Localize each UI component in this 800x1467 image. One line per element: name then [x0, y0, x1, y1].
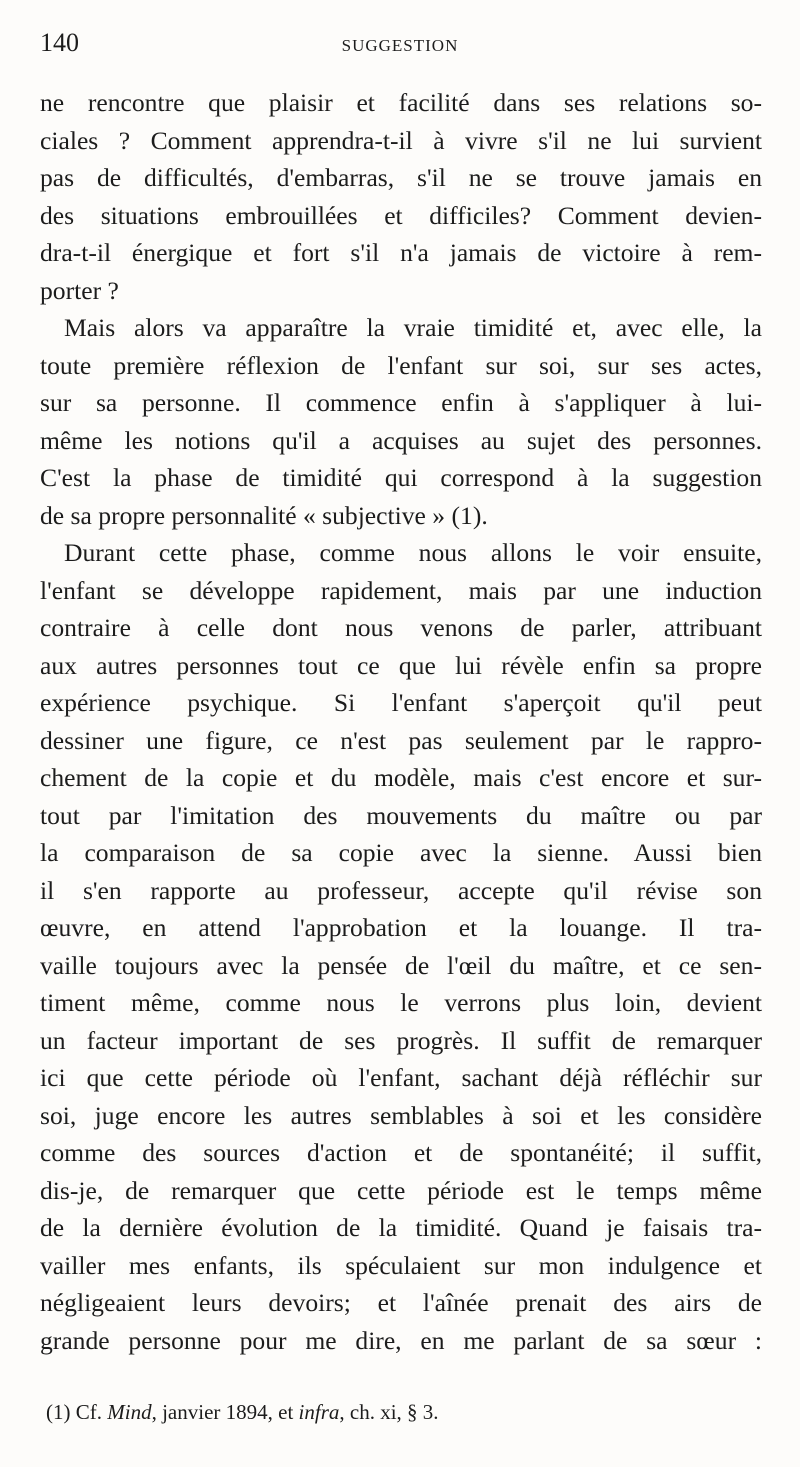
page-header [40, 28, 760, 68]
text-line: porter ? [40, 275, 119, 305]
text-line: expérience psychique. Si l'enfant s'aperçoit qu'il peut [40, 688, 762, 717]
text-line: un facteur important de ses progrès. Il suffit de remarquer [40, 1025, 762, 1055]
page-number: 140 [40, 28, 79, 57]
text-line: Durant cette phase, comme nous allons le voir ensuite, [64, 538, 762, 567]
text-line: négligeaient leurs devoirs; et l'aînée prenait des airs de [40, 1288, 762, 1317]
text-line: vailler mes enfants, ils spéculaient sur mon indulgence et [40, 1250, 762, 1280]
footnote-prefix: Cf. [70, 1400, 108, 1424]
footnote-suffix: , ch. xi, § 3. [339, 1400, 439, 1424]
running-title: SUGGESTION [341, 36, 459, 55]
body-text [40, 84, 762, 1359]
footnote [46, 1400, 439, 1425]
text-line: Mais alors va apparaître la vraie timidité et, avec elle, la [64, 313, 762, 342]
text-line: dra-t-il énergique et fort s'il n'a jamais de victoire à rem- [40, 238, 762, 267]
text-line: C'est la phase de timidité qui correspond à la suggestion [40, 463, 762, 492]
text-line: ne rencontre que plaisir et facilité dans ses relations so- [40, 88, 762, 117]
text-line: sur sa personne. Il commence enfin à s'appliquer à lui- [40, 388, 762, 417]
footnote-marker: (1) [46, 1400, 71, 1424]
text-line: même les notions qu'il a acquises au sujet des personnes. [40, 425, 762, 455]
text-line: contraire à celle dont nous venons de parler, attribuant [40, 613, 762, 642]
text-line: dis-je, de remarquer que cette période est le temps même [40, 1175, 762, 1205]
text-line: œuvre, en attend l'approbation et la louange. Il tra- [40, 913, 762, 942]
text-line: des situations embrouillées et difficiles? Comment devien- [40, 200, 762, 230]
footnote-ref: infra [298, 1400, 340, 1424]
text-line: tout par l'imitation des mouvements du maître ou par [40, 800, 762, 830]
text-line: il s'en rapporte au professeur, accepte qu'il révise son [40, 875, 762, 905]
text-line: l'enfant se développe rapidement, mais par une induction [40, 575, 762, 605]
text-line: ciales ? Comment apprendra-t-il à vivre s'il ne lui survient [40, 125, 762, 155]
text-line: pas de difficultés, d'embarras, s'il ne se trouve jamais en [40, 163, 762, 192]
text-line: aux autres personnes tout ce que lui révèle enfin sa propre [40, 650, 762, 680]
text-line: toute première réflexion de l'enfant sur soi, sur ses actes, [40, 350, 762, 380]
text-line: timent même, comme nous le verrons plus loin, devient [40, 988, 762, 1017]
text-line: chement de la copie et du modèle, mais c'est encore et sur- [40, 763, 762, 792]
footnote-middle: , janvier 1894, et [151, 1400, 299, 1424]
text-line: de la dernière évolution de la timidité. Quand je faisais tra- [40, 1213, 762, 1242]
footnote-work-title: Mind [107, 1400, 152, 1424]
text-line: la comparaison de sa copie avec la sienne. Aussi bien [40, 838, 762, 867]
text-line: de sa propre personnalité « subjective » (1). [40, 500, 488, 530]
text-line: vaille toujours avec la pensée de l'œil du maître, et ce sen- [40, 950, 762, 980]
text-line: comme des sources d'action et de spontanéité; il suffit, [40, 1138, 762, 1167]
text-line: grande personne pour me dire, en me parlant de sa sœur : [40, 1325, 762, 1355]
text-line: ici que cette période où l'enfant, sachant déjà réfléchir sur [40, 1063, 762, 1092]
text-line: dessiner une figure, ce n'est pas seulement par le rappro- [40, 725, 762, 755]
text-line: soi, juge encore les autres semblables à soi et les considère [40, 1100, 762, 1130]
